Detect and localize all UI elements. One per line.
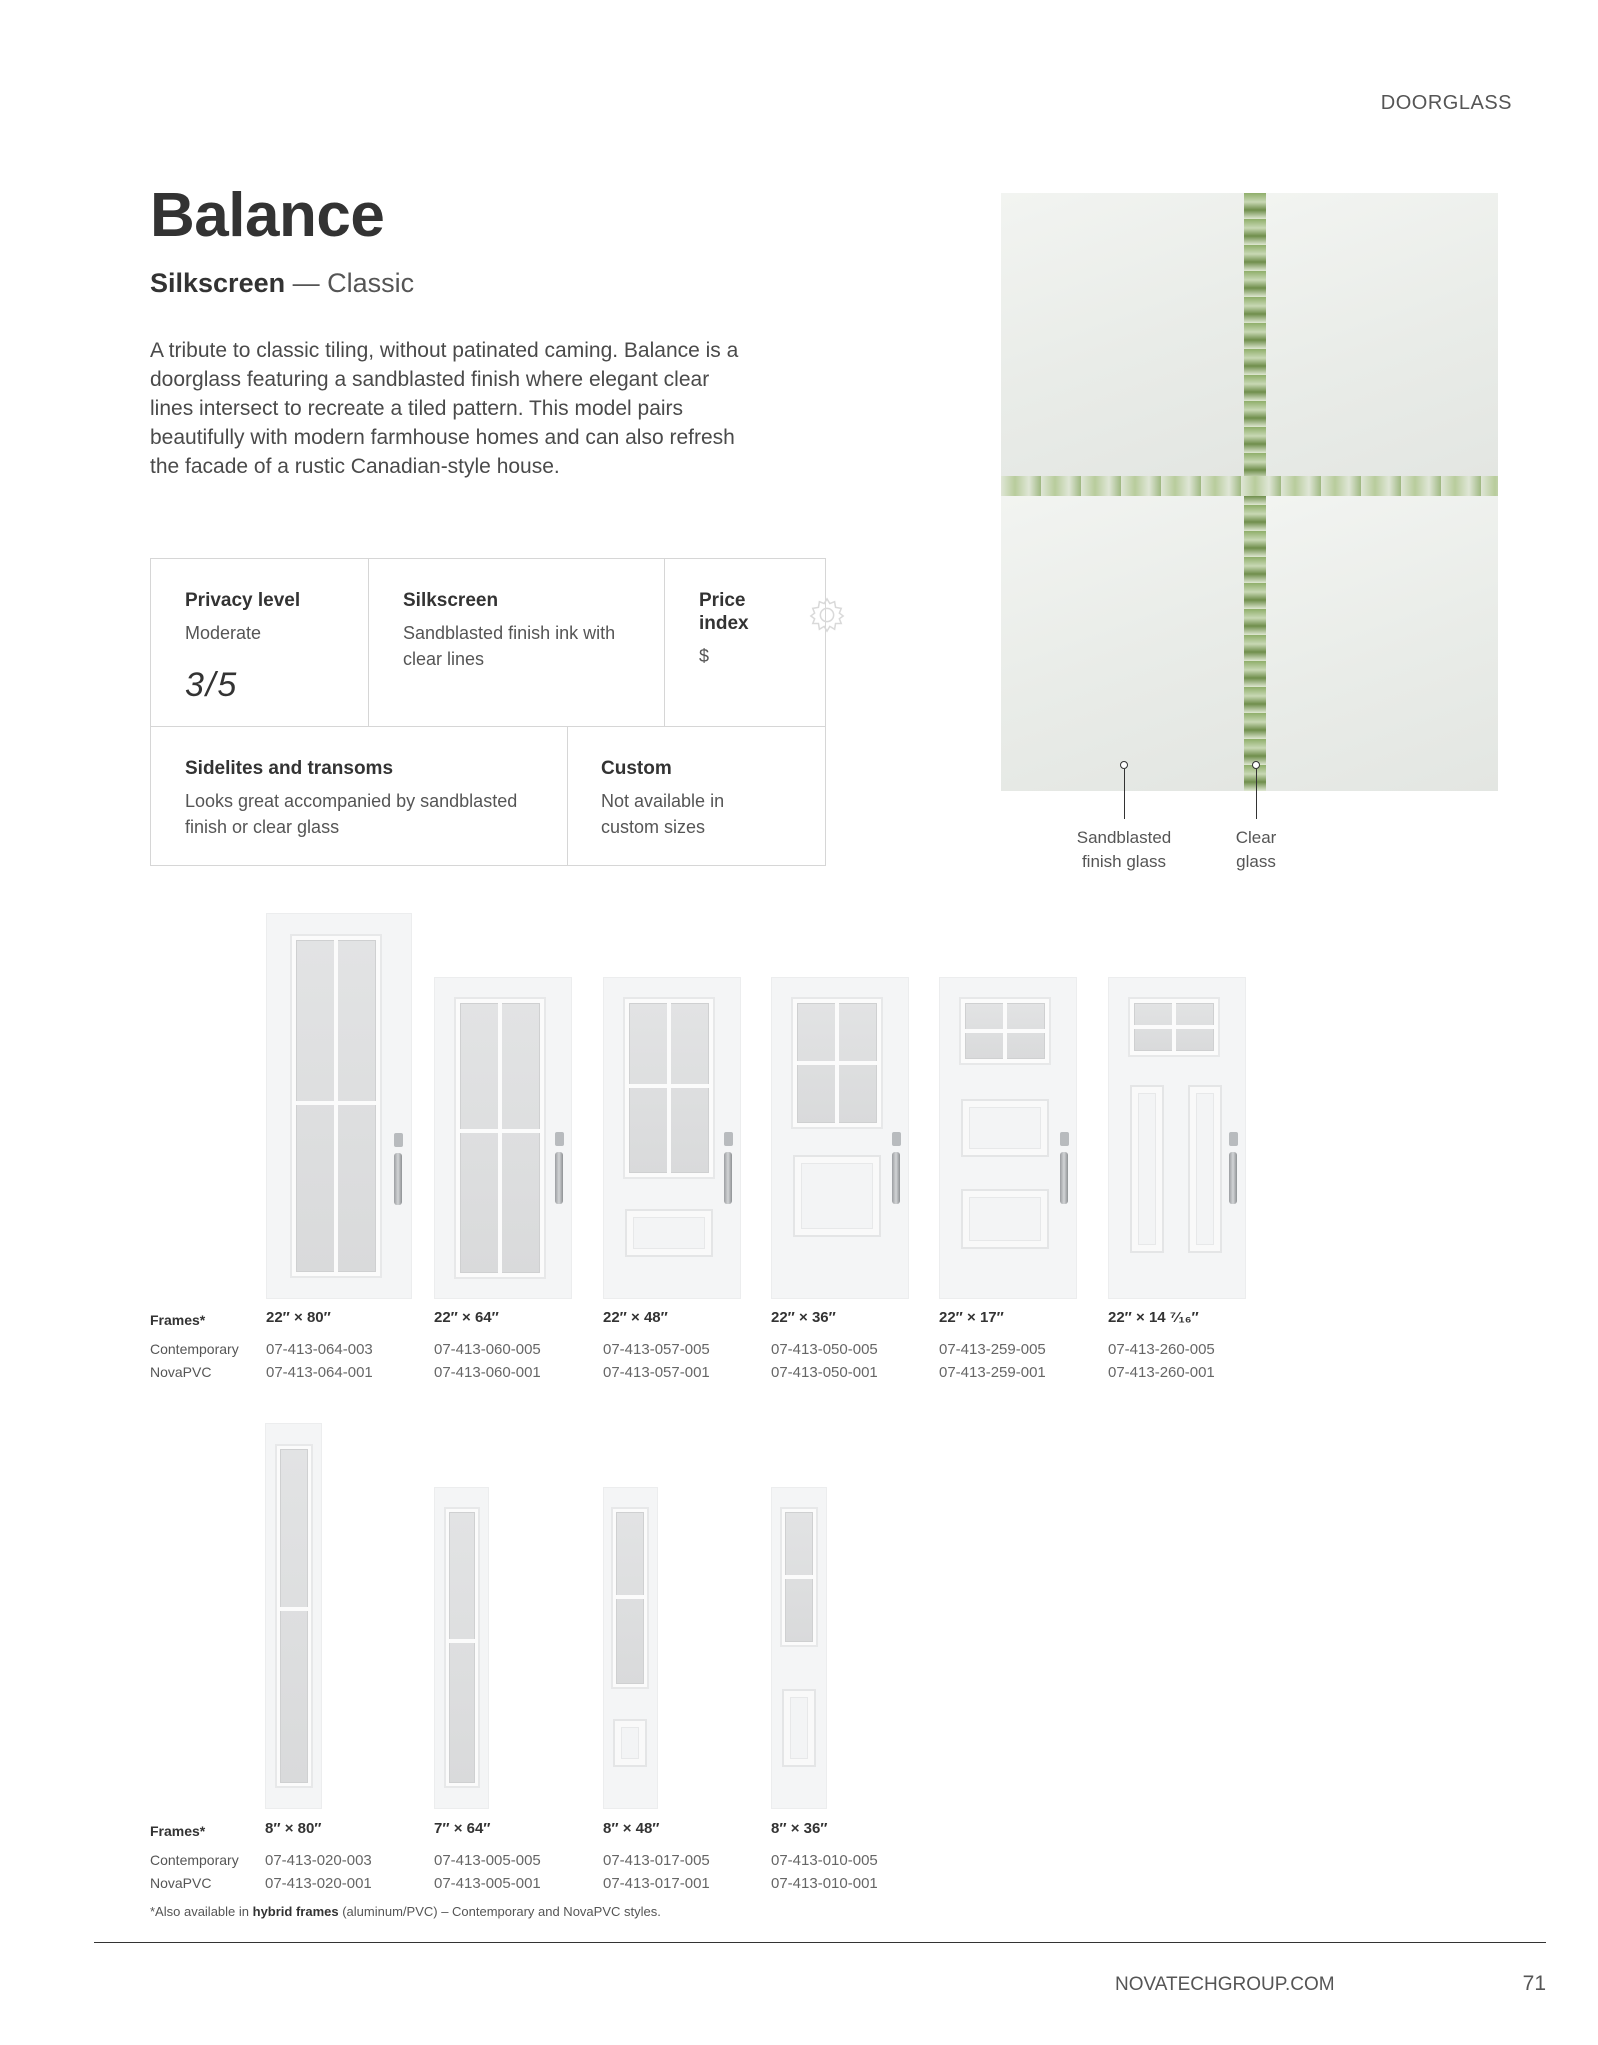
- door-22x64: [434, 977, 572, 1299]
- sidelites-title: Sidelites and transoms: [185, 758, 394, 779]
- door-panel: [1130, 1085, 1164, 1253]
- door-size: 22″ × 48″: [603, 1309, 668, 1326]
- frames-label: Frames*: [150, 1823, 206, 1839]
- door-code-contemporary: 07-413-050-005: [771, 1341, 878, 1358]
- sidelite-panel: [613, 1719, 647, 1767]
- door-handle: [724, 1152, 732, 1204]
- door-panel: [961, 1189, 1049, 1249]
- page-number: 71: [1522, 1972, 1546, 1995]
- door-code-novapvc: 07-413-057-001: [603, 1364, 710, 1381]
- sidelite-code-contemporary: 07-413-020-003: [265, 1852, 372, 1869]
- spec-divider: [567, 726, 568, 865]
- sidelite-code-novapvc: 07-413-017-001: [603, 1875, 710, 1892]
- door-22x48: [603, 977, 741, 1299]
- sandblasted-pane: [1001, 193, 1244, 476]
- price-value: $: [699, 646, 710, 666]
- door-size: 22″ × 14 ⁷⁄₁₆″: [1108, 1309, 1199, 1326]
- sidelite-size: 8″ × 48″: [603, 1820, 660, 1837]
- callout-line: [1256, 769, 1257, 819]
- sidelite-size: 8″ × 80″: [265, 1820, 322, 1837]
- door-handle: [394, 1153, 402, 1205]
- footnote: [150, 1904, 661, 1919]
- spec-divider-horizontal: [151, 726, 825, 727]
- sidelite-panel: [782, 1689, 816, 1767]
- callout-marker: [1120, 761, 1128, 769]
- door-code-contemporary: 07-413-064-003: [266, 1341, 373, 1358]
- sidelite-8x80: [265, 1423, 322, 1809]
- door-code-contemporary: 07-413-057-005: [603, 1341, 710, 1358]
- spec-divider: [664, 559, 665, 726]
- silkscreen-value: Sandblasted finish ink with clear lines: [403, 623, 616, 669]
- sidelite-code-contemporary: 07-413-010-005: [771, 1852, 878, 1869]
- sidelite-8x48: [603, 1487, 658, 1809]
- sidelite-code-novapvc: 07-413-010-001: [771, 1875, 878, 1892]
- footnote-bold: hybrid frames: [252, 1904, 339, 1919]
- callout-marker: [1252, 761, 1260, 769]
- footer-rule: [94, 1942, 1546, 1943]
- door-code-novapvc: 07-413-259-001: [939, 1364, 1046, 1381]
- spec-silkscreen: [403, 589, 643, 672]
- contemporary-label: Contemporary: [150, 1852, 239, 1868]
- product-description: A tribute to classic tiling, without patinated caming. Balance is a doorglass featuring a sandblasted finish where elegant clear lines intersect to recreate a tiled pattern. This model pairs beautifully with modern farmhouse homes and can also refresh the facade of a rustic Canadian-style house.: [150, 339, 739, 478]
- door-size: 22″ × 17″: [939, 1309, 1004, 1326]
- collection-name: Silkscreen: [150, 268, 286, 298]
- gear-icon: [808, 596, 846, 634]
- door-handle: [1060, 1152, 1068, 1204]
- website-link[interactable]: NOVATECHGROUP.COM: [1115, 1974, 1335, 1995]
- door-22x14: [1108, 977, 1246, 1299]
- privacy-value: Moderate: [185, 623, 262, 643]
- privacy-title: Privacy level: [185, 590, 301, 611]
- novapvc-label: NovaPVC: [150, 1875, 212, 1891]
- sidelite-code-contemporary: 07-413-005-005: [434, 1852, 541, 1869]
- door-22x17: [939, 977, 1077, 1299]
- product-subtitle: [150, 268, 414, 299]
- sidelite-code-novapvc: 07-413-020-001: [265, 1875, 372, 1892]
- sandblasted-pane: [1266, 193, 1498, 476]
- spec-price: [699, 589, 769, 669]
- sidelite-size: 7″ × 64″: [434, 1820, 491, 1837]
- door-code-contemporary: 07-413-260-005: [1108, 1341, 1215, 1358]
- product-title: Balance: [150, 181, 385, 250]
- section-tag: DOORGLASS: [1380, 92, 1512, 114]
- custom-title: Custom: [601, 758, 672, 779]
- door-size: 22″ × 36″: [771, 1309, 836, 1326]
- sandblasted-pane: [1266, 496, 1498, 791]
- door-code-novapvc: 07-413-050-001: [771, 1364, 878, 1381]
- door-handle: [1229, 1152, 1237, 1204]
- glass-sample-image: [1001, 193, 1498, 791]
- novapvc-label: NovaPVC: [150, 1364, 212, 1380]
- door-code-contemporary: 07-413-060-005: [434, 1341, 541, 1358]
- price-title: Price index: [699, 590, 749, 634]
- spec-custom: [601, 757, 781, 840]
- sidelite-7x64: [434, 1487, 489, 1809]
- clear-line-horizontal: [1001, 476, 1498, 496]
- door-handle: [892, 1152, 900, 1204]
- privacy-rating: 3/5: [185, 666, 239, 704]
- callout-clear: Clear glass: [1235, 828, 1277, 871]
- contemporary-label: Contemporary: [150, 1341, 239, 1357]
- footnote-prefix: *Also available in: [150, 1904, 253, 1919]
- door-22x36: [771, 977, 909, 1299]
- door-panel: [961, 1099, 1049, 1157]
- footnote-suffix: (aluminum/PVC) – Contemporary and NovaPVC styles.: [338, 1904, 661, 1919]
- door-code-novapvc: 07-413-060-001: [434, 1364, 541, 1381]
- door-handle: [555, 1152, 563, 1204]
- sidelite-code-contemporary: 07-413-017-005: [603, 1852, 710, 1869]
- custom-value: Not available in custom sizes: [601, 791, 725, 837]
- door-size: 22″ × 64″: [434, 1309, 499, 1326]
- door-panel: [625, 1209, 713, 1257]
- subtitle-separator: —: [292, 268, 320, 298]
- door-code-contemporary: 07-413-259-005: [939, 1341, 1046, 1358]
- callout-line: [1124, 769, 1125, 819]
- sandblasted-pane: [1001, 496, 1244, 791]
- spec-privacy: [185, 589, 355, 705]
- sidelites-value: Looks great accompanied by sandblasted finish or clear glass: [185, 791, 518, 837]
- sidelite-8x36: [771, 1487, 827, 1809]
- spec-sidelites: [185, 757, 545, 840]
- spec-divider: [368, 559, 369, 726]
- silkscreen-title: Silkscreen: [403, 590, 499, 611]
- door-size: 22″ × 80″: [266, 1309, 331, 1326]
- door-code-novapvc: 07-413-064-001: [266, 1364, 373, 1381]
- style-name: Classic: [327, 268, 415, 298]
- door-panel: [1188, 1085, 1222, 1253]
- door-panel: [793, 1155, 881, 1237]
- door-code-novapvc: 07-413-260-001: [1108, 1364, 1215, 1381]
- frames-label: Frames*: [150, 1312, 206, 1328]
- spec-table: [150, 558, 826, 866]
- door-22x80: [266, 913, 412, 1299]
- callout-sandblasted: Sandblasted finish glass: [1076, 828, 1172, 871]
- sidelite-size: 8″ × 36″: [771, 1820, 828, 1837]
- sidelite-code-novapvc: 07-413-005-001: [434, 1875, 541, 1892]
